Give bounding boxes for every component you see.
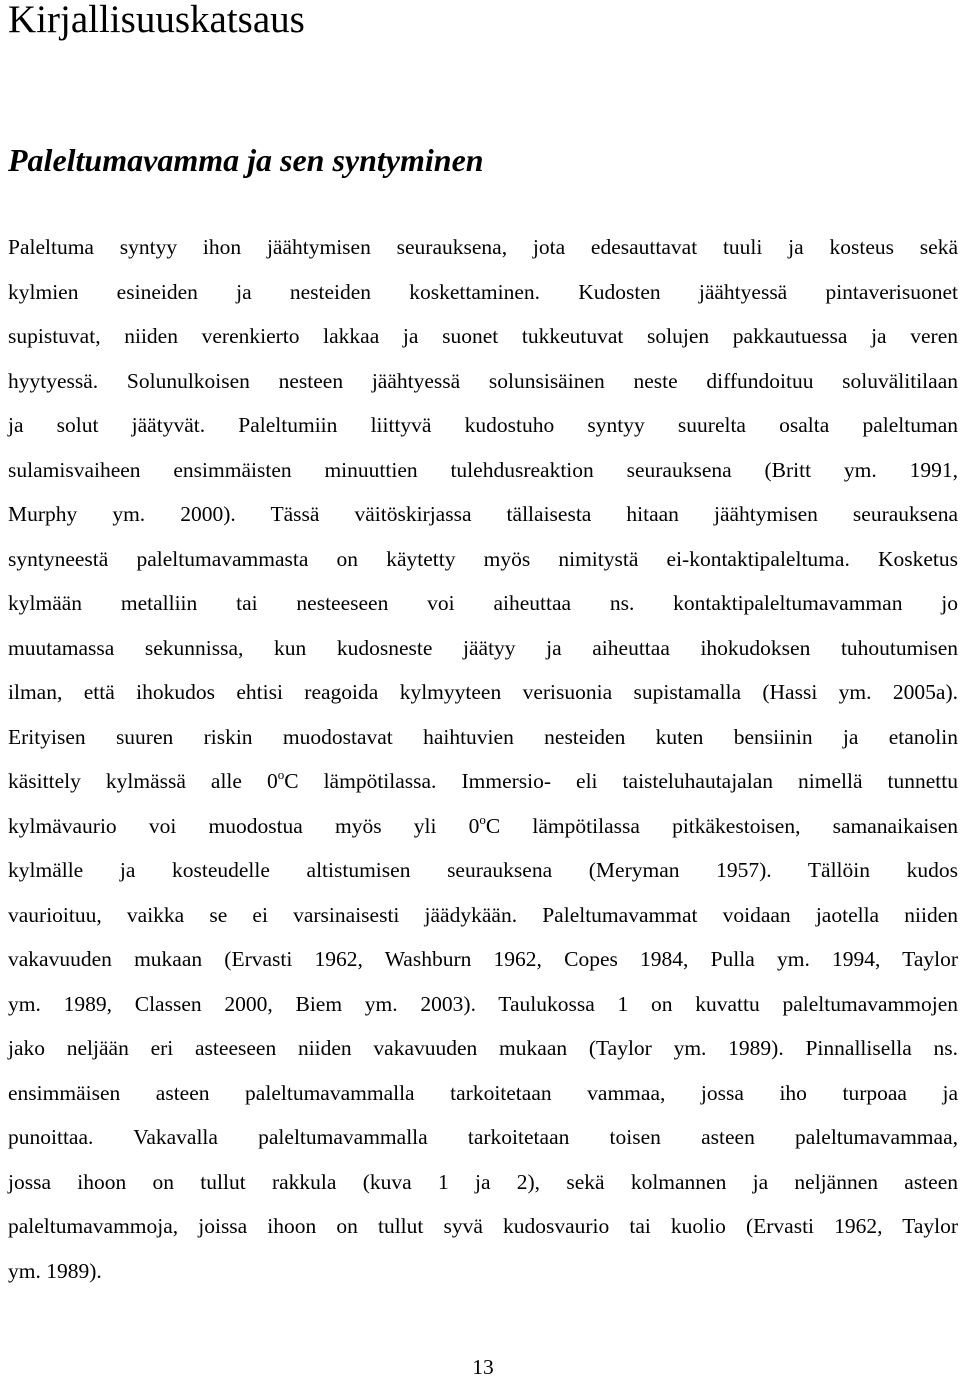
paragraph-line: ilman, että ihokudos ehtisi reagoida kylmyyteen verisuonia supistamalla (Hassi ym. 2005a).	[8, 680, 958, 704]
page-number: 13	[472, 1355, 494, 1379]
paragraph-line: ym. 1989).	[8, 1258, 102, 1283]
body-paragraph	[8, 225, 958, 1293]
paragraph-line: kylmään metalliin tai nesteeseen voi aiheuttaa ns. kontaktipaleltumavamman jo	[8, 591, 958, 615]
paragraph-line	[8, 804, 958, 849]
degree-superscript: o	[479, 811, 486, 827]
line-text-before-degree: kylmävaurio voi muodostua myös yli 0	[8, 813, 480, 838]
paragraph-line: jossa ihoon on tullut rakkula (kuva 1 ja 2), sekä kolmannen ja neljännen asteen	[8, 1169, 958, 1194]
paragraph-line: vakavuuden mukaan (Ervasti 1962, Washburn 1962, Copes 1984, Pulla ym. 1994, Taylor	[8, 947, 958, 971]
paragraph-line: sulamisvaiheen ensimmäisten minuuttien tulehdusreaktion seurauksena (Britt ym. 1991,	[8, 457, 958, 482]
section-heading: Paleltumavamma ja sen syntyminen	[8, 142, 484, 178]
line-text-before-degree: käsittely kylmässä alle 0	[8, 769, 278, 793]
line-text-after-degree: C lämpötilassa. Immersio- eli taisteluhautajalan nimellä tunnettu	[284, 769, 958, 793]
chapter-title: Kirjallisuuskatsaus	[8, 0, 305, 41]
paragraph-line: ensimmäisen asteen paleltumavammalla tarkoitetaan vammaa, jossa iho turpoaa ja	[8, 1080, 958, 1105]
paragraph-line: jako neljään eri asteeseen niiden vakavuuden mukaan (Taylor ym. 1989). Pinnallisella ns.	[8, 1036, 958, 1060]
paragraph-line: punoittaa. Vakavalla paleltumavammalla tarkoitetaan toisen asteen paleltumavammaa,	[8, 1125, 958, 1149]
paragraph-line: paleltumavammoja, joissa ihoon on tullut syvä kudosvaurio tai kuolio (Ervasti 1962, Taylor	[8, 1214, 958, 1238]
line-text-after-degree: C lämpötilassa pitkäkestoisen, samanaikaisen	[485, 813, 958, 838]
paragraph-line: syntyneestä paleltumavammasta on käytetty myös nimitystä ei-kontaktipaleltuma. Kosketus	[8, 546, 958, 571]
paragraph-line: hyytyessä. Solunulkoisen nesteen jäähtyessä solunsisäinen neste diffundoituu soluvälitilaan	[8, 368, 958, 393]
degree-superscript: o	[277, 767, 285, 782]
paragraph-line	[8, 759, 958, 804]
paragraph-line: kylmälle ja kosteudelle altistumisen seurauksena (Meryman 1957). Tällöin kudos	[8, 858, 958, 882]
paragraph-line: Murphy ym. 2000). Tässä väitöskirjassa tällaisesta hitaan jäähtymisen seurauksena	[8, 502, 958, 526]
paragraph-line: Erityisen suuren riskin muodostavat haihtuvien nesteiden kuten bensiinin ja etanolin	[8, 724, 958, 749]
paragraph-line: supistuvat, niiden verenkierto lakkaa ja suonet tukkeutuvat solujen pakkautuessa ja veren	[8, 324, 958, 348]
paragraph-line: ja solut jäätyvät. Paleltumiin liittyvä kudostuho syntyy suurelta osalta paleltuman	[8, 413, 958, 437]
paragraph-line: ym. 1989, Classen 2000, Biem ym. 2003). Taulukossa 1 on kuvattu paleltumavammojen	[8, 991, 958, 1016]
paragraph-line: vaurioituu, vaikka se ei varsinaisesti jäädykään. Paleltumavammat voidaan jaotella niiden	[8, 902, 958, 927]
paragraph-line: muutamassa sekunnissa, kun kudosneste jäätyy ja aiheuttaa ihokudoksen tuhoutumisen	[8, 635, 958, 660]
paragraph-line: kylmien esineiden ja nesteiden koskettaminen. Kudosten jäähtyessä pintaverisuonet	[8, 279, 958, 304]
paragraph-line: Paleltuma syntyy ihon jäähtymisen seurauksena, jota edesauttavat tuuli ja kosteus sekä	[8, 235, 958, 259]
